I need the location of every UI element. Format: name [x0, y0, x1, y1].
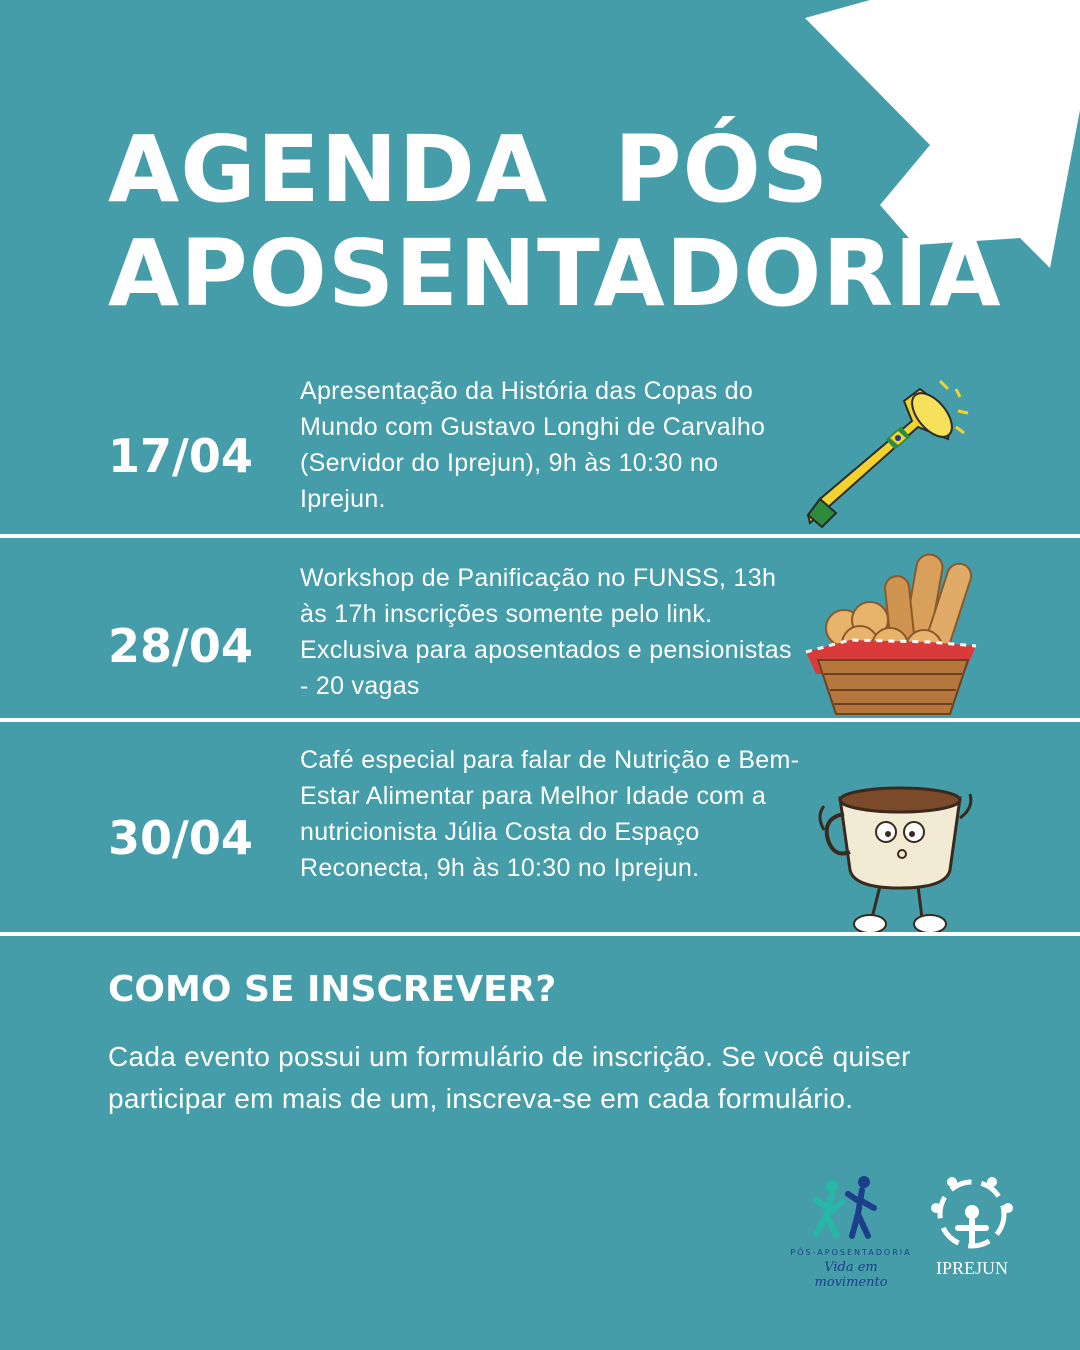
pos-aposentadoria-logo — [786, 1172, 916, 1290]
event-date: 17/04 — [108, 429, 253, 483]
title-line-2: APOSENTADORIA — [108, 220, 1002, 327]
event-description: Café especial para falar de Nutrição e Bem-Estar Alimentar para Melhor Idade com a nutricionista Júlia Costa do Espaço Reconecta, 9h às 10:30 no Iprejun. — [300, 746, 800, 882]
how-to-text: Cada evento possui um formulário de inscrição. Se você quiser participar em mais de um, inscreva-se em cada formulário. — [108, 1041, 911, 1114]
section-divider — [0, 534, 1080, 538]
title-line-1: AGENDA PÓS — [108, 116, 830, 223]
how-to-heading: COMO SE INSCREVER? — [108, 969, 557, 1010]
event-description: Apresentação da História das Copas do Mundo com Gustavo Longhi de Carvalho (Servidor do Iprejun), 9h às 10:30 no Iprejun. — [300, 377, 766, 513]
bread-basket-icon — [800, 548, 986, 718]
event-date: 28/04 — [108, 619, 253, 673]
section-divider — [0, 718, 1080, 722]
section-divider — [0, 932, 1080, 936]
iprejun-emblem-icon — [922, 1172, 1022, 1258]
event-description: Workshop de Panificação no FUNSS, 13h às 17h inscrições somente pelo link. Exclusiva para aposentados e pensionistas - 20 vagas — [300, 564, 792, 700]
page-title — [108, 118, 1002, 326]
logo-tagline: Vida em movimento — [814, 1260, 888, 1290]
logo-caption: IPREJUN — [935, 1258, 1008, 1278]
logo-caption: PÓS-APOSENTADORIA — [790, 1248, 912, 1257]
coffee-cup-character-icon — [810, 778, 990, 938]
people-moving-icon — [786, 1172, 916, 1248]
iprejun-logo — [922, 1172, 1022, 1284]
vuvuzela-icon — [800, 375, 970, 535]
event-date: 30/04 — [108, 811, 253, 865]
